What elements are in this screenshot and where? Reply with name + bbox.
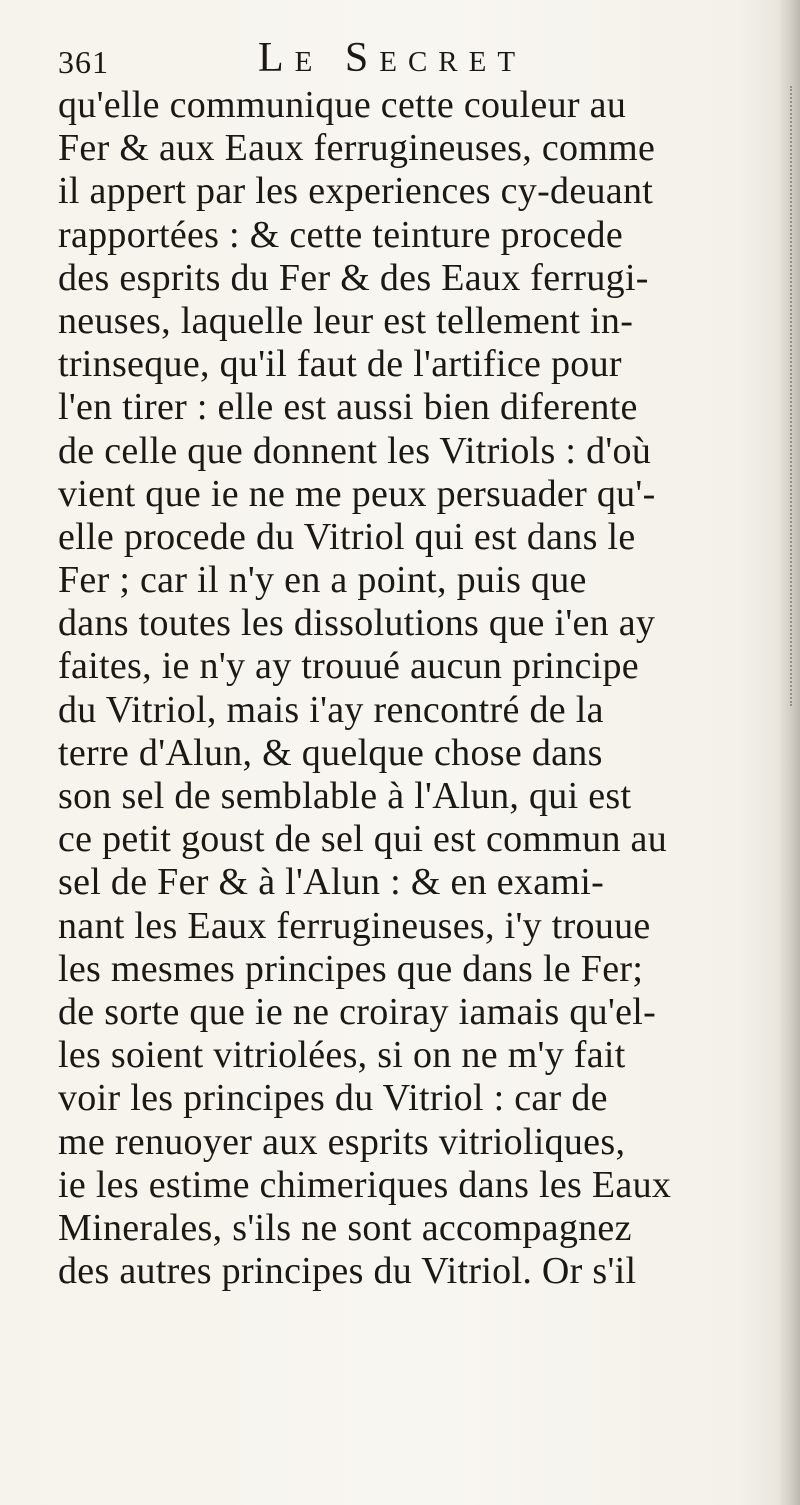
text-line: terre d'Alun, & quelque chose dans	[58, 731, 603, 774]
text-line: me renuoyer aux esprits vitrioliques,	[58, 1120, 626, 1163]
text-line: du Vitriol, mais i'ay rencontré de la	[58, 688, 604, 731]
text-line: qu'elle communique cette couleur au	[58, 84, 627, 126]
running-head: Le Secret	[258, 35, 527, 81]
text-line: vient que ie ne me peux persuader qu'-	[58, 472, 656, 515]
text-line: l'en tirer : elle est aussi bien diferente	[58, 386, 638, 429]
text-line: ie les estime chimeriques dans les Eaux	[58, 1163, 672, 1206]
text-line: sel de Fer & à l'Alun : & en exami-	[58, 861, 605, 904]
text-line: trinseque, qu'il faut de l'artifice pour	[58, 343, 622, 386]
text-line: les soient vitriolées, si on ne m'y fait	[58, 1034, 626, 1077]
text-line: dans toutes les dissolutions que i'en ay	[58, 602, 656, 645]
text-line: ce petit goust de sel qui est commun au	[58, 818, 668, 861]
text-line: de sorte que ie ne croiray iamais qu'el-	[58, 990, 657, 1033]
text-line: des esprits du Fer & des Eaux ferrugi-	[58, 256, 649, 299]
text-line: Fer & aux Eaux ferrugineuses, comme	[58, 127, 656, 170]
text-line: voir les principes du Vitriol : car de	[58, 1077, 608, 1120]
text-line: des autres principes du Vitriol. Or s'il	[58, 1250, 637, 1293]
page-edge-shadow	[778, 0, 800, 1505]
page-header	[58, 34, 758, 80]
text-line: faites, ie n'y ay trouué aucun principe	[58, 645, 639, 688]
text-line: de celle que donnent les Vitriols : d'où	[58, 429, 652, 472]
text-line: neuses, laquelle leur est tellement in-	[58, 299, 634, 342]
text-line: les mesmes principes que dans le Fer;	[58, 947, 644, 990]
text-line: elle procede du Vitriol qui est dans le	[58, 515, 636, 558]
text-line: rapportées : & cette teinture procede	[58, 213, 623, 256]
text-line: il appert par les experiences cy-deuant	[58, 170, 654, 213]
text-line: Minerales, s'ils ne sont accompagnez	[58, 1206, 632, 1249]
page-number: 361	[58, 44, 109, 80]
text-line: Fer ; car il n'y en a point, puis que	[58, 559, 587, 602]
text-line: son sel de semblable à l'Alun, qui est	[58, 775, 632, 817]
body-text	[58, 84, 778, 1293]
text-line: nant les Eaux ferrugineuses, i'y trouue	[58, 904, 651, 947]
